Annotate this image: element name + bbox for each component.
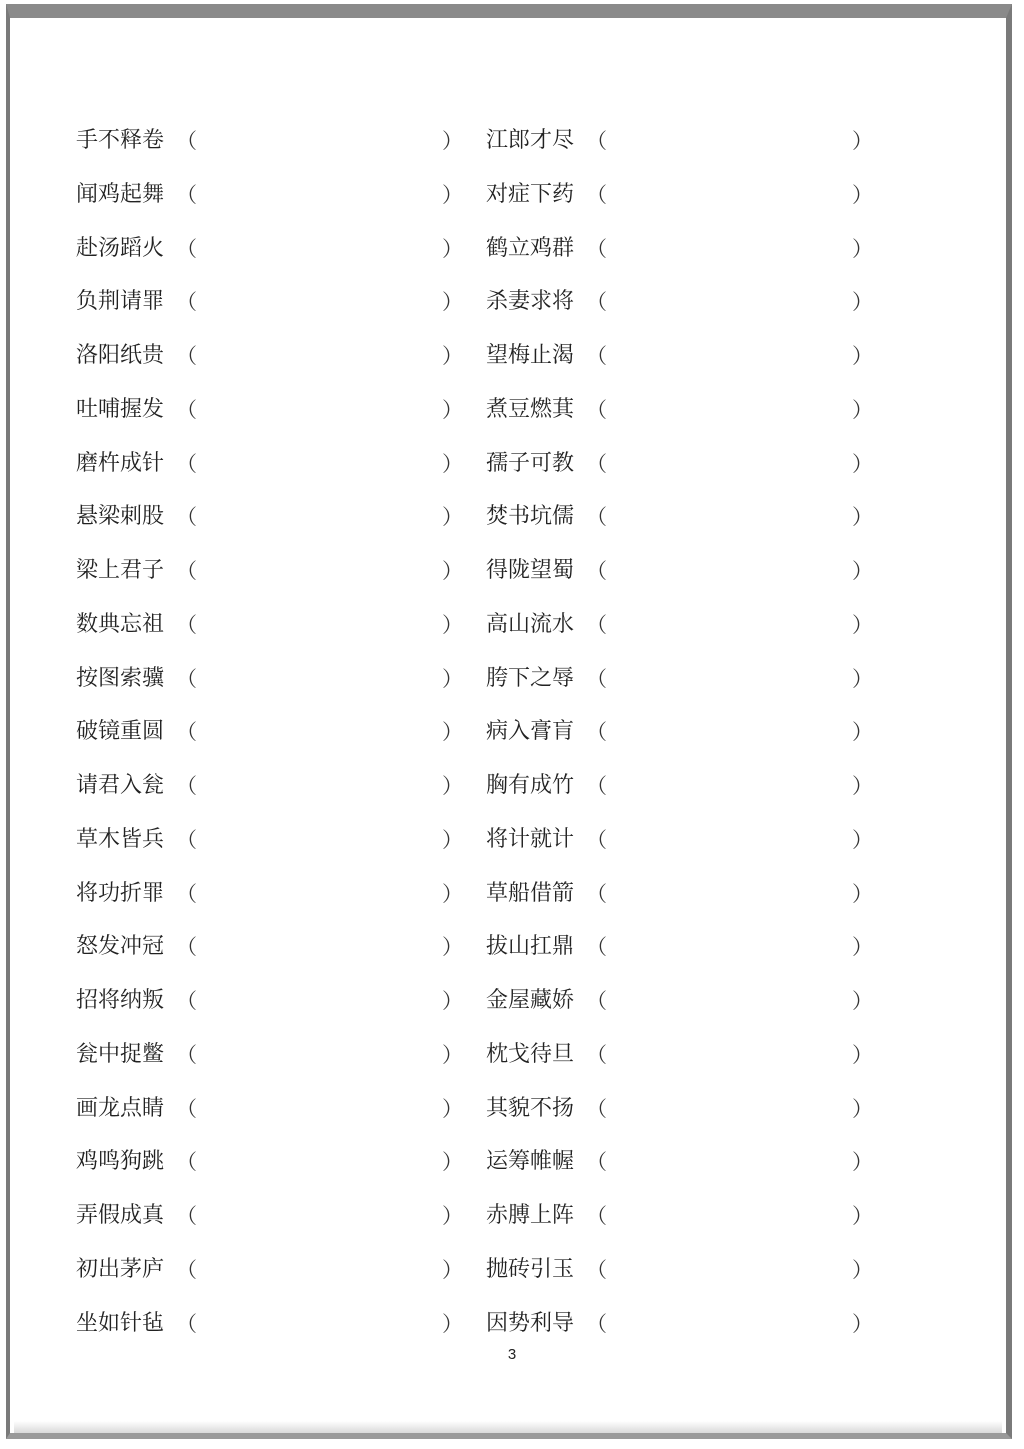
left-close-paren: ）: [442, 1042, 463, 1067]
right-close-paren: ）: [852, 129, 873, 153]
left-close-paren: ）: [442, 1311, 463, 1336]
right-open-paren: （: [586, 935, 607, 960]
left-close-paren: ）: [442, 182, 463, 207]
idiom-row: [76, 659, 896, 713]
idiom-row: [76, 820, 896, 874]
left-open-paren: （: [176, 236, 197, 261]
right-close-paren: ）: [852, 344, 873, 368]
left-idiom: 梁上君子: [76, 558, 165, 583]
left-idiom: 按图索骥: [76, 665, 165, 691]
idiom-row: [76, 444, 896, 498]
right-open-paren: （: [586, 451, 607, 476]
idiom-row: [76, 1196, 896, 1250]
left-open-paren: （: [176, 1257, 197, 1282]
right-open-paren: （: [586, 505, 607, 530]
left-open-paren: （: [176, 989, 197, 1013]
left-idiom: 悬梁刺股: [76, 504, 165, 530]
left-idiom: 瓮中捉鳖: [76, 1041, 165, 1067]
right-close-paren: ）: [852, 935, 873, 960]
left-close-paren: ）: [442, 1096, 463, 1121]
idiom-row: [76, 336, 896, 390]
right-idiom: 运筹帷幄: [486, 1149, 575, 1175]
left-close-paren: ）: [442, 989, 463, 1013]
left-idiom: 画龙点睛: [76, 1095, 165, 1121]
left-close-paren: ）: [442, 1150, 463, 1175]
right-close-paren: ）: [852, 1257, 873, 1282]
right-open-paren: （: [586, 827, 607, 852]
page-frame: [6, 4, 1012, 1439]
left-close-paren: ）: [442, 397, 463, 422]
left-close-paren: ）: [442, 290, 463, 315]
idiom-row: [76, 1250, 896, 1304]
right-close-paren: ）: [852, 1311, 873, 1336]
left-open-paren: （: [176, 1096, 197, 1121]
left-close-paren: ）: [442, 720, 463, 745]
left-open-paren: （: [176, 129, 197, 153]
left-close-paren: ）: [442, 505, 463, 530]
idiom-row: [76, 175, 896, 229]
left-close-paren: ）: [442, 827, 463, 852]
right-open-paren: （: [586, 1096, 607, 1121]
idiom-list: [76, 121, 896, 1357]
left-close-paren: ）: [442, 1257, 463, 1282]
right-open-paren: （: [586, 290, 607, 315]
left-open-paren: （: [176, 774, 197, 798]
right-close-paren: ）: [852, 827, 873, 852]
document-page: [10, 18, 1006, 1433]
right-idiom: 赤膊上阵: [486, 1203, 575, 1228]
right-open-paren: （: [586, 666, 607, 691]
left-idiom: 怒发冲冠: [76, 934, 165, 960]
right-open-paren: （: [586, 1311, 607, 1336]
right-open-paren: （: [586, 774, 607, 798]
page-bottom-edge: [14, 1421, 1002, 1433]
right-idiom: 对症下药: [486, 181, 575, 207]
left-idiom: 鸡鸣狗跳: [76, 1149, 165, 1175]
left-close-paren: ）: [442, 559, 463, 583]
left-idiom: 手不释卷: [76, 128, 165, 153]
right-close-paren: ）: [852, 612, 873, 637]
idiom-row: [76, 766, 896, 820]
left-idiom: 数典忘祖: [76, 611, 165, 637]
right-idiom: 草船借箭: [486, 880, 575, 906]
left-idiom: 负荆请罪: [76, 289, 165, 315]
right-idiom: 煮豆燃萁: [486, 396, 575, 422]
left-close-paren: ）: [442, 1204, 463, 1228]
right-open-paren: （: [586, 559, 607, 583]
left-idiom: 请君入瓮: [76, 773, 165, 798]
right-open-paren: （: [586, 236, 607, 261]
left-open-paren: （: [176, 344, 197, 368]
right-open-paren: （: [586, 989, 607, 1013]
right-close-paren: ）: [852, 182, 873, 207]
right-close-paren: ）: [852, 989, 873, 1013]
left-idiom: 吐哺握发: [76, 396, 165, 422]
right-open-paren: （: [586, 1204, 607, 1228]
right-close-paren: ）: [852, 559, 873, 583]
idiom-row: [76, 1142, 896, 1196]
right-idiom: 杀妻求将: [486, 289, 575, 315]
right-idiom: 高山流水: [486, 611, 575, 637]
left-close-paren: ）: [442, 344, 463, 368]
left-open-paren: （: [176, 1042, 197, 1067]
left-open-paren: （: [176, 505, 197, 530]
page-number: 3: [507, 1346, 517, 1363]
right-idiom: 焚书坑儒: [486, 504, 575, 530]
idiom-row: [76, 874, 896, 928]
idiom-row: [76, 1089, 896, 1143]
right-idiom: 胯下之辱: [486, 665, 575, 691]
right-idiom: 抛砖引玉: [486, 1256, 575, 1282]
right-close-paren: ）: [852, 397, 873, 422]
left-idiom: 将功折罪: [76, 880, 165, 906]
left-idiom: 招将纳叛: [76, 988, 165, 1013]
left-open-paren: （: [176, 290, 197, 315]
idiom-row: [76, 229, 896, 283]
right-idiom: 病入膏肓: [486, 719, 575, 745]
left-open-paren: （: [176, 612, 197, 637]
right-close-paren: ）: [852, 1042, 873, 1067]
right-idiom: 其貌不扬: [486, 1095, 575, 1121]
right-idiom: 得陇望蜀: [486, 558, 575, 583]
idiom-row: [76, 121, 896, 175]
idiom-row: [76, 712, 896, 766]
idiom-row: [76, 927, 896, 981]
right-close-paren: ）: [852, 236, 873, 261]
left-open-paren: （: [176, 935, 197, 960]
left-idiom: 闻鸡起舞: [76, 181, 165, 207]
left-open-paren: （: [176, 451, 197, 476]
idiom-row: [76, 1035, 896, 1089]
right-open-paren: （: [586, 1257, 607, 1282]
right-close-paren: ）: [852, 774, 873, 798]
left-open-paren: （: [176, 1311, 197, 1336]
left-close-paren: ）: [442, 612, 463, 637]
right-idiom: 江郎才尽: [486, 128, 575, 153]
right-idiom: 孺子可教: [486, 450, 575, 476]
right-close-paren: ）: [852, 451, 873, 476]
right-open-paren: （: [586, 344, 607, 368]
right-open-paren: （: [586, 129, 607, 153]
left-idiom: 磨杵成针: [76, 450, 165, 476]
left-close-paren: ）: [442, 935, 463, 960]
right-open-paren: （: [586, 1042, 607, 1067]
idiom-row: [76, 981, 896, 1035]
idiom-row: [76, 551, 896, 605]
right-close-paren: ）: [852, 1096, 873, 1121]
right-idiom: 将计就计: [486, 826, 575, 852]
right-close-paren: ）: [852, 1204, 873, 1228]
left-open-paren: （: [176, 397, 197, 422]
right-idiom: 拔山扛鼎: [486, 934, 575, 960]
idiom-row: [76, 497, 896, 551]
right-close-paren: ）: [852, 666, 873, 691]
right-idiom: 金屋藏娇: [486, 988, 575, 1013]
left-idiom: 破镜重圆: [76, 719, 165, 745]
left-idiom: 坐如针毡: [76, 1310, 165, 1336]
right-close-paren: ）: [852, 720, 873, 745]
left-idiom: 草木皆兵: [76, 826, 165, 852]
left-open-paren: （: [176, 182, 197, 207]
left-open-paren: （: [176, 827, 197, 852]
left-close-paren: ）: [442, 774, 463, 798]
right-idiom: 胸有成竹: [486, 773, 575, 798]
left-open-paren: （: [176, 1204, 197, 1228]
left-open-paren: （: [176, 720, 197, 745]
right-idiom: 鹤立鸡群: [486, 235, 575, 261]
right-open-paren: （: [586, 881, 607, 906]
left-idiom: 洛阳纸贵: [76, 343, 165, 368]
idiom-row: [76, 605, 896, 659]
right-open-paren: （: [586, 1150, 607, 1175]
left-idiom: 赴汤蹈火: [76, 235, 165, 261]
right-open-paren: （: [586, 182, 607, 207]
idiom-row: [76, 282, 896, 336]
left-open-paren: （: [176, 559, 197, 583]
right-open-paren: （: [586, 612, 607, 637]
left-open-paren: （: [176, 666, 197, 691]
left-idiom: 初出茅庐: [76, 1256, 165, 1282]
left-close-paren: ）: [442, 666, 463, 691]
left-open-paren: （: [176, 881, 197, 906]
left-idiom: 弄假成真: [76, 1203, 165, 1228]
right-open-paren: （: [586, 720, 607, 745]
left-close-paren: ）: [442, 236, 463, 261]
left-close-paren: ）: [442, 881, 463, 906]
right-open-paren: （: [586, 397, 607, 422]
left-close-paren: ）: [442, 129, 463, 153]
right-idiom: 枕戈待旦: [486, 1041, 575, 1067]
left-open-paren: （: [176, 1150, 197, 1175]
right-close-paren: ）: [852, 1150, 873, 1175]
right-close-paren: ）: [852, 881, 873, 906]
right-close-paren: ）: [852, 505, 873, 530]
right-close-paren: ）: [852, 290, 873, 315]
right-idiom: 望梅止渴: [486, 343, 575, 368]
idiom-row: [76, 390, 896, 444]
right-idiom: 因势利导: [486, 1310, 575, 1336]
left-close-paren: ）: [442, 451, 463, 476]
